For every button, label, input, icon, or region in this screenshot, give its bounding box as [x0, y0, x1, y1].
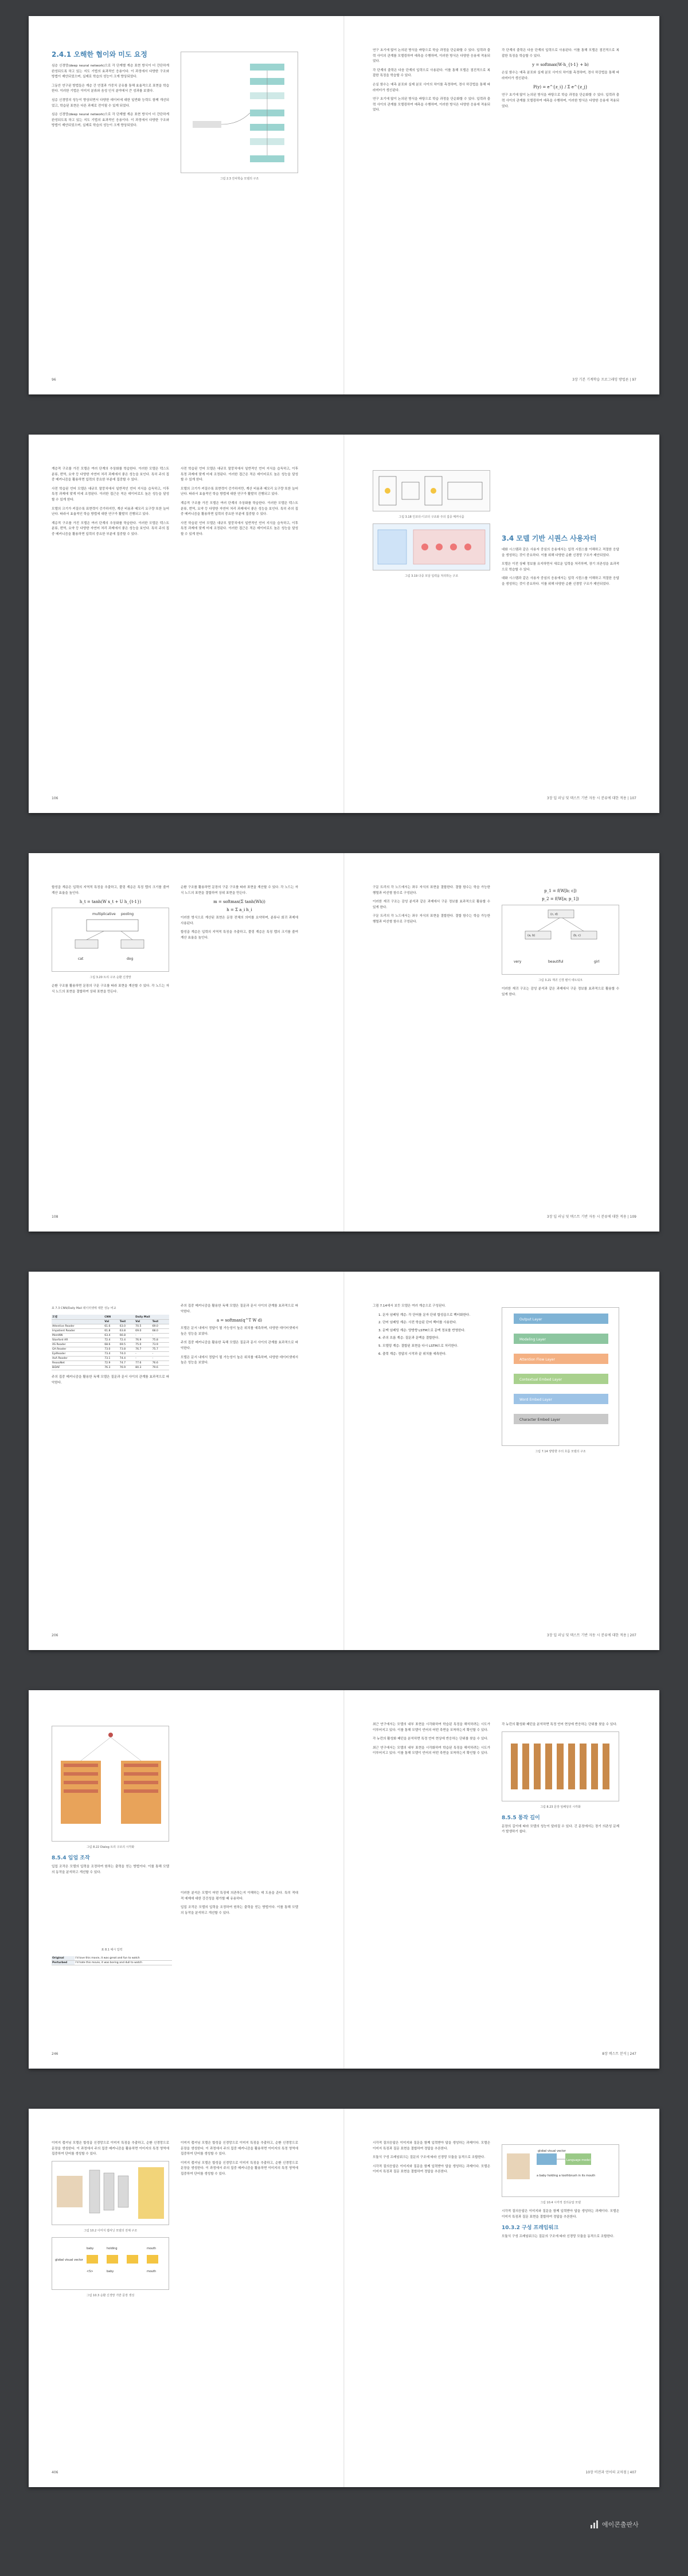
paragraph: 손실 함수는 예측 분포와 실제 분포 사이의 차이를 측정하며, 경사 하강법을 통해 파라미터가 갱신된다. — [502, 71, 619, 80]
table-cell: 76.7 — [135, 1347, 151, 1352]
table-cell: 72.4 — [119, 1338, 135, 1343]
diagram-label: pooling — [121, 912, 134, 917]
right-page — [344, 435, 659, 813]
bidaf-diagram — [502, 1308, 619, 1445]
page-number: 246 — [52, 2052, 58, 2056]
table-cell: MemNN — [52, 1334, 104, 1338]
paragraph: 이미지 캡셔닝 모델은 합성곱 신경망으로 이미지 특징을 추출하고, 순환 신경망으로 문장을 생성한다. 이 과정에서 주의 집중 메커니즘을 활용하면 이미지의 특정 영역에 집중하여 단어를 생성할 수 있다. — [52, 2141, 169, 2156]
table-cell: 73.4 — [104, 1352, 119, 1357]
text-column — [502, 1722, 619, 2034]
text-column — [181, 467, 298, 779]
paragraph: 주의 집중 메커니즘을 활용한 독해 모델은 질문과 문서 사이의 관계를 효과적으로 파악한다. — [181, 1304, 298, 1314]
diagram-label: multiplicative — [92, 912, 116, 917]
figure-caption: 그림 3.20 트리 구조 순환 신경망 — [89, 976, 131, 980]
figure-caption: 그림 10.3 순환 신경망 기반 문장 생성 — [86, 2293, 135, 2297]
equation: m = softmax(Σ tanh(Wh)) — [213, 900, 265, 905]
residual-diagram — [181, 52, 298, 173]
table-column — [52, 1304, 169, 1616]
table-cell: 63.0 — [119, 1324, 135, 1329]
paragraph: 각 단계의 출력은 다음 단계의 입력으로 사용된다. 이를 통해 모델은 점진적으로 복잡한 특징을 학습할 수 있다. — [373, 68, 490, 78]
paragraph: 주의 집중 메커니즘을 활용한 독해 모델은 질문과 문서 사이의 관계를 효과적으로 파악한다. — [181, 1341, 298, 1350]
figure-caption: 그림 8.23 문장 임베딩의 시각화 — [540, 1805, 581, 1809]
word-label: girl — [594, 960, 600, 964]
table-cell: 76.6 — [152, 1361, 169, 1366]
page-number: 406 — [52, 2471, 58, 2475]
text-column — [181, 2141, 298, 2453]
table-header: Daily Mail — [135, 1315, 169, 1320]
table-cell: I'd love this movie, it was great and fun to watch — [75, 1956, 172, 1961]
page-spread — [29, 1272, 659, 1650]
paragraph: 심층 신경망의 성능이 향상되면서 다양한 데이터에 대한 일반화 능력도 함께 개선되었고, 학습된 표현은 다른 과제로 전이될 수 있게 되었다. — [52, 98, 169, 108]
multimodal-diagram — [373, 524, 490, 570]
paragraph: 이러한 분석은 모델이 어떤 특징에 의존하는지 이해하는 데 도움을 준다. 특히 적대적 예제에 대한 강건성을 평가할 때 유용하다. — [181, 1891, 298, 1901]
diagram-label: cat — [78, 957, 84, 961]
table-cell: 69.5 — [119, 1343, 135, 1347]
running-title: 3장 딥 러닝 및 텍스트 기반 자동 시 분류에 대한 적용 | 107 — [546, 796, 636, 800]
paragraph: 손실 함수는 예측 분포와 실제 분포 사이의 차이를 측정하며, 경사 하강법을 통해 파라미터가 갱신된다. — [373, 83, 490, 92]
paragraph: 이미지 캡셔닝 모델은 합성곱 신경망으로 이미지 특징을 추출하고, 순환 신경망으로 문장을 생성한다. 이 과정에서 주의 집중 메커니즘을 활용하면 이미지의 특정 영역에 집중하여 단어를 생성할 수 있다. — [181, 2161, 298, 2176]
text-column — [373, 1722, 490, 2034]
right-page — [344, 16, 659, 394]
layer-label: Character Embed Layer — [519, 1418, 561, 1422]
flow-label: a baby holding a toothbrush in its mouth — [537, 2174, 596, 2178]
sequence-figure — [52, 2237, 169, 2290]
paragraph: 모듈식 구성 프레임워크는 질문의 구조에 따라 신경망 모듈을 동적으로 조합한다. — [373, 2156, 486, 2160]
list-item: 2. 단어 임베딩 계층: 사전 학습된 단어 벡터를 사용한다. — [378, 1321, 457, 1325]
paragraph: 연구 초기에 많이 논의된 방식을 바탕으로 학습 과정을 단순화할 수 있다. 입력과 출력 사이의 관계를 모델링하여 예측을 수행하며, 이러한 방식은 다양한 응용에 적용되었다. — [502, 93, 619, 108]
list-item: 4. 주의 흐름 계층: 질문과 문맥을 결합한다. — [378, 1336, 440, 1340]
table-cell: 77.6 — [135, 1361, 151, 1366]
seq-label: baby — [107, 2269, 114, 2273]
table-cell: - — [135, 1334, 151, 1338]
table-cell: 80.3 — [135, 1366, 151, 1370]
table-row — [52, 1366, 169, 1370]
table-cell: 79.6 — [152, 1366, 169, 1370]
paragraph: 계층적 구조를 가진 모델은 여러 단계의 추상화를 학습한다. 이러한 모델은 텍스트 분류, 번역, 요약 등 다양한 자연어 처리 과제에서 좋은 성능을 보인다. 특히 주의 집중 메커니즘을 활용하면 입력의 중요한 부분에 집중할 수 있다. — [181, 501, 298, 517]
text-column — [181, 1304, 298, 1616]
equation: h_t = tanh(W x_t + U h_{t-1}) — [79, 900, 142, 905]
table-cell: BiDAF — [52, 1366, 104, 1370]
table-title: 표 8.1 예시 입력 — [101, 1948, 123, 1952]
figure-caption: 그림 7.14 양방향 주의 흐름 모델의 구조 — [535, 1450, 586, 1453]
text-column — [373, 1304, 490, 1616]
table-cell: 74.7 — [119, 1361, 135, 1366]
table-subheader: Test — [152, 1320, 169, 1324]
paragraph: 계층적 구조를 가진 모델은 여러 단계의 추상화를 학습한다. 이러한 모델은 텍스트 분류, 번역, 요약 등 다양한 자연어 처리 과제에서 좋은 성능을 보인다. 특히 주의 집중 메커니즘을 활용하면 입력의 중요한 부분에 집중할 수 있다. — [52, 521, 169, 536]
table-row — [52, 1357, 169, 1361]
table-cell: AoA Reader — [52, 1357, 104, 1361]
paragraph: 입업 조작은 모델의 입력을 조정하여 원하는 출력을 얻는 방법이다. 이를 통해 모델의 동작을 분석하고 개선할 수 있다. — [52, 1865, 169, 1874]
paragraph: 이러한 방식으로 계산된 표현은 문장 전체의 의미를 요약하며, 분류나 회귀 과제에 사용된다. — [181, 916, 298, 925]
figure-caption: 그림 8.22 Dialog 트리 구조의 시각화 — [86, 1846, 135, 1849]
seq-label: global visual vector — [55, 2258, 83, 2262]
encoder-decoder-figure — [373, 470, 490, 511]
table-row — [52, 1361, 169, 1366]
table-cell: 75.0 — [135, 1343, 151, 1347]
paragraph: 구문 트리의 각 노드에서는 좌우 자식의 표현을 결합한다. 결합 함수는 학습 가능한 행렬과 비선형 함수로 구성된다. — [373, 914, 490, 924]
table-cell: - — [152, 1357, 169, 1361]
table-cell: - — [135, 1357, 151, 1361]
paragraph: 이러한 재귀 구조는 감성 분석과 같은 과제에서 구문 정보를 효과적으로 활용할 수 있게 한다. — [373, 900, 490, 909]
results-table — [52, 1315, 169, 1370]
page-spread — [29, 853, 659, 1232]
layer-label: Modeling Layer — [519, 1338, 546, 1342]
text-column — [52, 467, 169, 779]
subsection-heading: 8.5.4 입업 조작 — [52, 1855, 90, 1861]
paragraph: 순환 구조를 활용하면 문장의 구문 구조를 따라 표현을 계산할 수 있다. 각 노드는 자식 노드의 표현을 결합하여 상위 표현을 만든다. — [52, 984, 169, 994]
table-header: CNN — [104, 1315, 135, 1320]
table-cell: EpiReader — [52, 1352, 104, 1357]
running-title: 10장 비전과 언어의 교차점 | 407 — [585, 2471, 636, 2475]
table-cell: - — [135, 1352, 151, 1357]
figure-column — [502, 2141, 619, 2453]
text-column — [52, 885, 169, 1197]
table-cell: 72.4 — [104, 1338, 119, 1343]
text-column — [502, 48, 619, 360]
diagram-label: dog — [127, 957, 134, 961]
layer-label: Output Layer — [519, 1318, 542, 1322]
table-cell: 76.3 — [104, 1366, 119, 1370]
page-spread — [29, 1690, 659, 2069]
seq-label: <S> — [87, 2269, 93, 2273]
table-subheader: Val — [135, 1320, 151, 1324]
flow-label: global visual vector — [538, 2149, 566, 2153]
table-cell: Attentive Reader — [52, 1324, 104, 1329]
list-item: 1. 문자 임베딩 계층: 각 단어를 문자 단위 합성곱으로 벡터화한다. — [378, 1313, 471, 1317]
table-row — [52, 1347, 169, 1352]
table-title: 표 7.3 CNN/Daily Mail 데이터셋에 대한 성능 비교 — [52, 1307, 116, 1310]
paragraph: 순환 구조를 활용하면 문장의 구문 구조를 따라 표현을 계산할 수 있다. 각 노드는 자식 노드의 표현을 결합하여 상위 표현을 만든다. — [181, 886, 298, 895]
layer-label: Contextual Embed Layer — [519, 1378, 562, 1382]
text-column — [52, 2141, 169, 2453]
table-cell: 74.0 — [119, 1352, 135, 1357]
figure-caption: 그림 2.3 잔차학습 모델의 구조 — [220, 177, 259, 181]
left-page — [29, 2109, 344, 2487]
paragraph: 시각적 질의응답은 이미지와 질문을 함께 입력받아 답을 생성하는 과제이다. 모델은 이미지 특징과 질문 표현을 결합하여 정답을 추론한다. — [373, 2164, 490, 2174]
paragraph: 합성곱 계층은 입력의 지역적 특징을 추출하고, 풀링 계층은 특징 맵의 크기를 줄여 계산 효율을 높인다. — [181, 931, 298, 940]
paragraph: 각 뉴런의 활성화 패턴을 분석하면 특정 언어 현상에 반응하는 단위를 찾을 수 있다. — [373, 1737, 488, 1741]
paragraph: 심층 신경망(deep neural network)으로 각 단계별 계층 표현 방식이 더 간단하게 완성되도록 하고 있는 지도 기법의 효과적인 응용이다. 이 과정에서 다양한 구조와 방법이 제안되었으며, 실제로 학습의 성능이 크게 향상되었다. — [52, 113, 169, 128]
paragraph: 그림 7.14에서 보듯 모델은 여러 계층으로 구성된다. — [373, 1304, 446, 1308]
figure-column — [181, 48, 298, 360]
equation: p_1 = f(W[b; c]) — [544, 889, 577, 893]
table-cell: 73.0 — [104, 1347, 119, 1352]
equation: a = softmax(q^T W d) — [216, 1318, 263, 1323]
table-cell: Impatient Reader — [52, 1329, 104, 1334]
table-cell: 69.0 — [135, 1329, 151, 1334]
paragraph: 사전 학습된 언어 모델은 대규모 말뭉치에서 일반적인 언어 지식을 습득하고, 이후 특정 과제에 맞게 미세 조정된다. 이러한 접근은 적은 데이터로도 높은 성능을 달성할 수 있게 한다. — [181, 467, 298, 482]
table-cell: 74.4 — [119, 1357, 135, 1361]
figure-column — [502, 885, 619, 1197]
table-subheader: Test — [119, 1320, 135, 1324]
seq-label: baby — [87, 2246, 94, 2250]
captioning-figure — [52, 2161, 169, 2225]
layer-label: Attention Flow Layer — [519, 1358, 555, 1362]
table-cell: Perturbed — [52, 1961, 75, 1965]
text-column — [52, 48, 169, 360]
list-item: 6. 출력 계층: 정답의 시작과 끝 위치를 예측한다. — [378, 1352, 447, 1356]
table-cell: AS Reader — [52, 1343, 104, 1347]
paragraph: 최근 연구에서는 모델의 내부 표현을 시각화하여 학습된 특징을 해석하려는 시도가 이루어지고 있다. 이를 통해 모델이 언어의 어떤 측면을 포착하는지 확인할 수 있다. — [373, 1723, 490, 1732]
table-row — [52, 1329, 169, 1334]
paragraph: 모듈식 구성 프레임워크는 질문의 구조에 따라 신경망 모듈을 동적으로 조합한다. — [502, 2235, 615, 2239]
paragraph: 시각적 질의응답은 이미지와 질문을 함께 입력받아 답을 생성하는 과제이다. 모델은 이미지 특징과 질문 표현을 결합하여 정답을 추론한다. — [502, 2210, 619, 2219]
table-cell: - — [152, 1352, 169, 1357]
paragraph: 입업 조작은 모델의 입력을 조정하여 원하는 출력을 얻는 방법이다. 이를 통해 모델의 동작을 분석하고 개선할 수 있다. — [181, 1906, 298, 1915]
text-column — [502, 532, 619, 779]
page-number: 96 — [52, 378, 56, 382]
left-page — [29, 16, 344, 394]
paragraph: 대화 시스템과 같은 사용자 중심의 응용에서는 입력 시퀀스를 이해하고 적절한 응답을 생성하는 것이 중요하다. 이를 위해 다양한 순환 신경망 구조가 제안되었다. — [502, 577, 619, 586]
figure-caption: 그림 10.4 시각적 질의응답 모델 — [540, 2201, 581, 2204]
figure-column — [52, 1722, 169, 2034]
tree-node-label: (c, d) — [550, 913, 558, 916]
flow-label: Language model — [566, 2159, 591, 2162]
paragraph: 최근 연구에서는 모델의 내부 표현을 시각화하여 학습된 특징을 해석하려는 시도가 이루어지고 있다. 이를 통해 모델이 언어의 어떤 측면을 포착하는지 확인할 수 있다. — [373, 1746, 490, 1756]
page-number: 106 — [52, 796, 58, 800]
equation: P(y) = e^{z_i} / Σ e^{z_j} — [533, 85, 588, 90]
table-cell: 76.9 — [119, 1366, 135, 1370]
table-cell: ReasoNet — [52, 1361, 104, 1366]
table-cell: 63.4 — [104, 1334, 119, 1338]
dialog-tree-figure — [52, 1726, 169, 1842]
paragraph: 주의 집중 메커니즘을 활용한 독해 모델은 질문과 문서 사이의 관계를 효과적으로 파악한다. — [52, 1375, 169, 1385]
table-cell: 75.8 — [152, 1338, 169, 1343]
figure-caption: 그림 3.21 재귀 신경 텐서 네트워크 — [538, 979, 583, 982]
running-title: 3장 딥 러닝 및 텍스트 기반 자동 시 분류에 대한 적용 | 109 — [546, 1215, 636, 1219]
paragraph: 모델의 크기가 커질수록 표현력이 증가하지만, 계산 비용과 메모리 요구량 또한 늘어난다. 따라서 효율적인 학습 방법에 대한 연구가 활발히 진행되고 있다. — [181, 487, 298, 497]
equation: h = Σ a_i h_i — [226, 908, 252, 913]
paragraph: 모델의 크기가 커질수록 표현력이 증가하지만, 계산 비용과 메모리 요구량 또한 늘어난다. 따라서 효율적인 학습 방법에 대한 연구가 활발히 진행되고 있다. — [52, 507, 169, 517]
section-heading: 2.4.1 오해한 협이와 미도 요정 — [52, 50, 147, 58]
right-page — [344, 853, 659, 1232]
figure-caption: 그림 3.18 인코더-디코더 구조와 주의 집중 메커니즘 — [398, 515, 464, 519]
paragraph: 모델은 이전 상태 정보를 유지하면서 새로운 입력을 처리하며, 장기 의존성을 효과적으로 학습할 수 있다. — [502, 562, 619, 572]
text-column — [181, 885, 298, 1197]
text-column — [181, 1891, 298, 2034]
table-cell: 68.0 — [152, 1329, 169, 1334]
paragraph: 문장의 길이에 따라 모델의 성능이 달라질 수 있다. 긴 문장에서는 장기 의존성 문제가 발생하기 쉽다. — [502, 1824, 619, 1834]
paragraph: 사전 학습된 언어 모델은 대규모 말뭉치에서 일반적인 언어 지식을 습득하고, 이후 특정 과제에 맞게 미세 조정된다. 이러한 접근은 적은 데이터로도 높은 성능을 달성할 수 있게 한다. — [52, 487, 169, 502]
table-row — [52, 1324, 169, 1329]
tree-rnn-diagram — [52, 908, 169, 971]
text-column — [373, 885, 490, 1197]
publisher-logo — [591, 2520, 639, 2529]
table-cell: 66.8 — [119, 1334, 135, 1338]
table-cell: I'd hate this movie, it was boring and dull to watch — [75, 1961, 172, 1965]
figure-caption: 그림 10.2 이미지 캡셔닝 모델의 전체 구조 — [83, 2229, 138, 2233]
right-page — [344, 1272, 659, 1650]
table-cell: 61.8 — [104, 1329, 119, 1334]
residual-figure — [181, 52, 298, 173]
table-cell: 76.9 — [135, 1338, 151, 1343]
tree-node-label: (b, c) — [573, 934, 581, 937]
equation: p_2 = f(W[a; p_1]) — [542, 897, 579, 901]
vqa-diagram — [502, 2145, 619, 2196]
seq-label: mouth — [147, 2246, 157, 2250]
paragraph: 구문 트리의 각 노드에서는 좌우 자식의 표현을 결합한다. 결합 함수는 학습 가능한 행렬과 비선형 함수로 구성된다. — [373, 886, 490, 895]
table-cell: 61.6 — [104, 1324, 119, 1329]
table-cell: 63.8 — [119, 1329, 135, 1334]
figure-column — [502, 1304, 619, 1616]
table-cell: GA Reader — [52, 1347, 104, 1352]
table-cell: 75.7 — [152, 1347, 169, 1352]
table-subheader: Val — [104, 1320, 119, 1324]
page-spread — [29, 16, 659, 394]
page-spread — [29, 2109, 659, 2487]
embedding-figure — [502, 1731, 619, 1801]
table-row — [52, 1343, 169, 1347]
list-item: 3. 문맥 임베딩 계층: 양방향 LSTM으로 문맥 정보를 반영한다. — [378, 1328, 466, 1332]
table-row — [52, 1338, 169, 1343]
table-cell: 70.5 — [135, 1324, 151, 1329]
table-cell: Original — [52, 1956, 75, 1961]
paragraph: 각 단계의 출력은 다음 단계의 입력으로 사용된다. 이를 통해 모델은 점진적으로 복잡한 특징을 학습할 수 있다. — [502, 49, 619, 58]
figure-column — [373, 467, 490, 779]
page-number: 108 — [52, 1215, 58, 1219]
text-column — [373, 48, 490, 360]
left-page — [29, 435, 344, 813]
captioning-diagram — [52, 2161, 169, 2225]
figure-caption: 그림 3.19 다중 모달 입력을 처리하는 구조 — [404, 574, 459, 578]
sequence-diagram — [52, 2238, 169, 2289]
rntn-diagram — [502, 905, 619, 974]
running-title: 3장 딥 러닝 및 텍스트 기반 자동 시 분류에 대한 적용 | 207 — [546, 1633, 636, 1637]
section-heading: 3.4 모델 기반 시퀀스 사용자터 — [502, 534, 597, 542]
vqa-figure — [502, 2144, 619, 2197]
paragraph: 사전 학습된 언어 모델은 대규모 말뭉치에서 일반적인 언어 지식을 습득하고, 이후 특정 과제에 맞게 미세 조정된다. 이러한 접근은 적은 데이터로도 높은 성능을 달성할 수 있게 한다. — [181, 521, 298, 536]
table-row — [52, 1334, 169, 1338]
paragraph: 시각적 질의응답은 이미지와 질문을 함께 입력받아 답을 생성하는 과제이다. 모델은 이미지 특징과 질문 표현을 결합하여 정답을 추론한다. — [373, 2141, 490, 2151]
table-cell: 73.9 — [152, 1343, 169, 1347]
table-cell: 72.9 — [104, 1361, 119, 1366]
table-cell: - — [152, 1334, 169, 1338]
table-row — [52, 1352, 169, 1357]
encoder-decoder-diagram — [373, 471, 490, 511]
publisher-name: 에이콘출판사 — [602, 2521, 639, 2528]
paragraph: 이러한 재귀 구조는 감성 분석과 같은 과제에서 구문 정보를 효과적으로 활용할 수 있게 한다. — [502, 987, 619, 996]
example-table-wrap — [52, 1945, 172, 1965]
rntn-figure — [502, 905, 619, 975]
layer-label: Word Embed Layer — [519, 1398, 552, 1402]
right-page — [344, 1690, 659, 2069]
subsection-heading: 10.3.2 구성 프레임워크 — [502, 2225, 559, 2231]
paragraph: 이미지 캡셔닝 모델은 합성곱 신경망으로 이미지 특징을 추출하고, 순환 신경망으로 문장을 생성한다. 이 과정에서 주의 집중 메커니즘을 활용하면 이미지의 특정 영역에 집중하여 단어를 생성할 수 있다. — [181, 2141, 298, 2156]
paragraph: 계층적 구조를 가진 모델은 여러 단계의 추상화를 학습한다. 이러한 모델은 텍스트 분류, 번역, 요약 등 다양한 자연어 처리 과제에서 좋은 성능을 보인다. 특히 주의 집중 메커니즘을 활용하면 입력의 중요한 부분에 집중할 수 있다. — [52, 467, 169, 482]
table-header: 모델 — [52, 1315, 104, 1320]
paragraph: 연구 초기에 많이 논의된 방식을 바탕으로 학습 과정을 단순화할 수 있다. 입력과 출력 사이의 관계를 모델링하여 예측을 수행하며, 이러한 방식은 다양한 응용에 적용되었다. — [373, 97, 490, 112]
seq-label: mouth — [147, 2269, 157, 2273]
table-cell: 73.1 — [104, 1357, 119, 1361]
list-item: 5. 모델링 계층: 결합된 표현을 다시 LSTM으로 처리한다. — [378, 1344, 459, 1348]
paragraph: 심층 신경망(deep neural network)으로 각 단계별 계층 표현 방식이 더 간단하게 완성되도록 하고 있는 지도 기법의 효과적인 응용이다. 이 과정에서 다양한 구조와 방법이 제안되었으며, 실제로 학습의 성능이 크게 향상되었다. — [52, 64, 169, 79]
bidaf-figure — [502, 1307, 619, 1446]
table-cell: 73.8 — [119, 1347, 135, 1352]
page-number: 206 — [52, 1633, 58, 1637]
right-page — [344, 2109, 659, 2487]
paragraph: 모델은 문서 내에서 정답이 될 가능성이 높은 위치를 예측하며, 다양한 데이터셋에서 높은 성능을 보였다. — [181, 1355, 298, 1365]
paragraph: 각 뉴런의 활성화 패턴을 분석하면 특정 언어 현상에 반응하는 단위를 찾을 수 있다. — [502, 1723, 617, 1726]
left-page — [29, 1272, 344, 1650]
left-page — [29, 1690, 344, 2069]
paragraph: 모델은 문서 내에서 정답이 될 가능성이 높은 위치를 예측하며, 다양한 데이터셋에서 높은 성능을 보였다. — [181, 1327, 298, 1336]
tree-rnn-figure — [52, 908, 169, 972]
embedding-diagram — [502, 1732, 619, 1801]
word-label: beautiful — [548, 960, 564, 964]
table-cell: 69.0 — [152, 1324, 169, 1329]
example-table — [52, 1956, 172, 1965]
paragraph: 합성곱 계층은 입력의 지역적 특징을 추출하고, 풀링 계층은 특징 맵의 크기를 줄여 계산 효율을 높인다. — [52, 886, 169, 895]
dialog-tree-diagram — [52, 1726, 169, 1841]
paragraph: 대화 시스템과 같은 사용자 중심의 응용에서는 입력 시퀀스를 이해하고 적절한 응답을 생성하는 것이 중요하다. 이를 위해 다양한 순환 신경망 구조가 제안되었다. — [502, 548, 619, 557]
running-title: 3장 기본 기계학습 프로그래밍 방법론 | 97 — [572, 378, 636, 382]
subsection-heading: 8.5.5 통작 길이 — [502, 1815, 540, 1821]
equation: y = softmax(W·h_{t-1} + b) — [532, 62, 589, 68]
multimodal-figure — [373, 523, 490, 570]
text-column — [373, 2141, 490, 2453]
word-label: very — [514, 960, 522, 964]
left-page — [29, 853, 344, 1232]
table-cell: 68.6 — [104, 1343, 119, 1347]
seq-label: holding — [107, 2246, 118, 2250]
paragraph: 그동안 연구된 방법들은 계층 간 연결과 가중치 공유를 통해 효율적으로 표현을 학습한다. 이러한 기법은 이미지 분류와 음성 인식 분야에서 큰 성과를 보였다. — [52, 84, 169, 93]
tree-node-label: (a, b) — [527, 934, 535, 937]
running-title: 8장 텍스트 분석 | 247 — [602, 2052, 636, 2056]
paragraph: 연구 초기에 많이 논의된 방식을 바탕으로 학습 과정을 단순화할 수 있다. 입력과 출력 사이의 관계를 모델링하여 예측을 수행하며, 이러한 방식은 다양한 응용에 적용되었다. — [373, 49, 490, 64]
page-spread — [29, 435, 659, 813]
table-cell: Stanford AR — [52, 1338, 104, 1343]
publisher-logo-icon — [591, 2520, 599, 2528]
